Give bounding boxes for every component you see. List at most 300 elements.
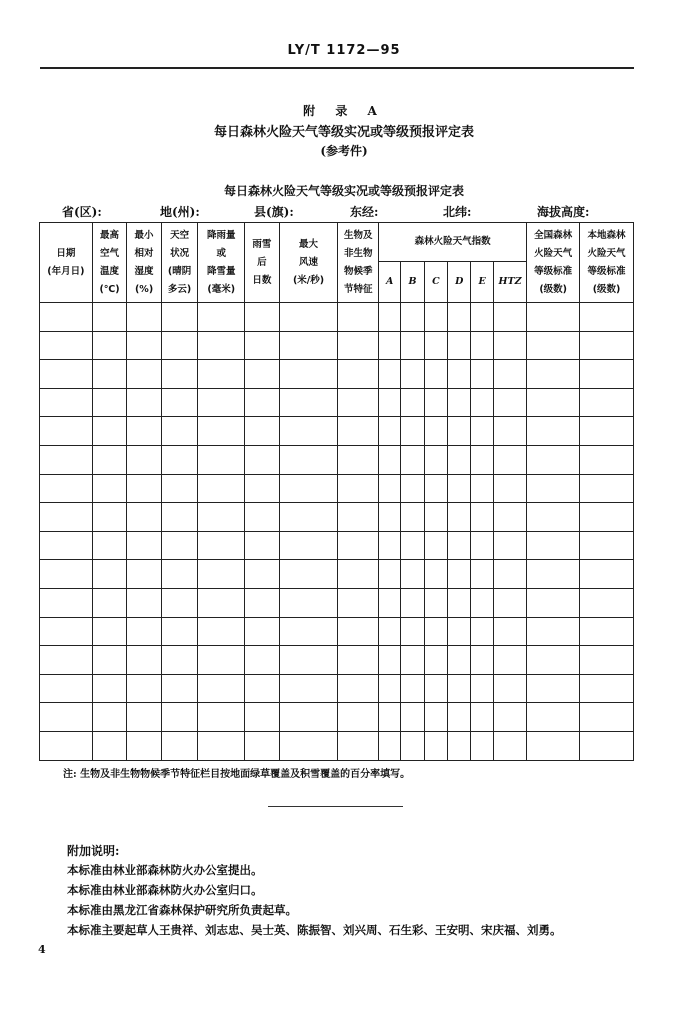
table-cell — [161, 360, 198, 389]
table-cell — [424, 674, 447, 703]
table-cell — [527, 331, 580, 360]
table-cell — [198, 731, 245, 760]
table-cell — [40, 445, 93, 474]
table-cell — [338, 445, 379, 474]
table-cell — [448, 531, 471, 560]
table-cell — [493, 331, 527, 360]
table-cell — [279, 531, 338, 560]
table-cell — [493, 388, 527, 417]
table-cell — [401, 646, 424, 675]
additional-line: 本标准由林业部森林防火办公室归口。 — [67, 883, 263, 897]
table-cell — [401, 303, 424, 332]
table-cell — [127, 474, 162, 503]
appendix-label: 附 录 A — [303, 104, 385, 118]
col-sky-condition: 天空 状况 (晴阴 多云) — [161, 223, 198, 303]
table-cell — [379, 474, 401, 503]
additional-title: 附加说明: — [67, 844, 120, 858]
table-cell — [448, 646, 471, 675]
table-cell — [161, 531, 198, 560]
table-cell — [448, 388, 471, 417]
col-date: 日期 (年月日) — [40, 223, 93, 303]
table-cell — [40, 560, 93, 589]
table-cell — [580, 360, 634, 389]
table-cell — [379, 388, 401, 417]
table-cell — [580, 588, 634, 617]
col-index-htz: HTZ — [493, 262, 527, 303]
table-cell — [40, 531, 93, 560]
table-cell — [161, 731, 198, 760]
table-cell — [424, 360, 447, 389]
table-cell — [527, 588, 580, 617]
table-row — [40, 731, 634, 760]
table-cell — [471, 703, 493, 732]
table-cell — [527, 360, 580, 389]
table-cell — [493, 703, 527, 732]
table-cell — [245, 531, 280, 560]
table-cell — [279, 360, 338, 389]
table-cell — [401, 474, 424, 503]
table-cell — [379, 731, 401, 760]
table-cell — [279, 388, 338, 417]
table-cell — [379, 560, 401, 589]
table-cell — [127, 731, 162, 760]
table-cell — [493, 560, 527, 589]
table-cell — [493, 646, 527, 675]
appendix-title: 每日森林火险天气等级实况或等级预报评定表 — [213, 125, 474, 140]
table-cell — [527, 417, 580, 446]
table-cell — [40, 674, 93, 703]
table-cell — [127, 360, 162, 389]
meta-county: 县(旗): — [254, 205, 294, 219]
table-cell — [424, 303, 447, 332]
page-number: 4 — [38, 943, 46, 956]
col-days-after-rain: 雨雪 后 日数 — [245, 223, 280, 303]
table-cell — [92, 646, 127, 675]
table-cell — [92, 674, 127, 703]
table-cell — [580, 303, 634, 332]
table-cell — [92, 331, 127, 360]
table-cell — [198, 388, 245, 417]
table-cell — [40, 331, 93, 360]
table-cell — [527, 674, 580, 703]
table-cell — [245, 388, 280, 417]
table-cell — [92, 417, 127, 446]
table-cell — [493, 674, 527, 703]
table-cell — [92, 474, 127, 503]
table-cell — [40, 617, 93, 646]
table-cell — [127, 303, 162, 332]
table-cell — [40, 417, 93, 446]
table-cell — [198, 646, 245, 675]
table-cell — [379, 303, 401, 332]
table-cell — [40, 474, 93, 503]
table-cell — [401, 503, 424, 532]
table-cell — [401, 388, 424, 417]
meta-prefecture: 地(州): — [160, 205, 200, 219]
table-cell — [245, 646, 280, 675]
table-cell — [471, 417, 493, 446]
table-cell — [471, 331, 493, 360]
col-precipitation: 降雨量 或 降雪量 (毫米) — [198, 223, 245, 303]
table-row — [40, 703, 634, 732]
table-cell — [279, 674, 338, 703]
table-cell — [198, 331, 245, 360]
meta-latitude: 北纬: — [443, 205, 472, 219]
table-cell — [245, 445, 280, 474]
additional-line: 本标准由林业部森林防火办公室提出。 — [67, 863, 263, 877]
table-cell — [401, 360, 424, 389]
table-cell — [92, 560, 127, 589]
table-cell — [424, 445, 447, 474]
table-cell — [493, 417, 527, 446]
table-row — [40, 503, 634, 532]
table-cell — [245, 417, 280, 446]
meta-longitude: 东经: — [350, 205, 379, 219]
table-cell — [40, 503, 93, 532]
table-cell — [493, 617, 527, 646]
table-cell — [527, 646, 580, 675]
table-cell — [527, 303, 580, 332]
table-row — [40, 531, 634, 560]
table-cell — [338, 388, 379, 417]
table-cell — [379, 531, 401, 560]
table-cell — [379, 617, 401, 646]
table-cell — [527, 617, 580, 646]
table-cell — [127, 417, 162, 446]
table-cell — [379, 503, 401, 532]
table-cell — [279, 417, 338, 446]
table-cell — [279, 445, 338, 474]
table-row — [40, 646, 634, 675]
meta-altitude: 海拔高度: — [537, 205, 590, 219]
table-cell — [245, 560, 280, 589]
table-cell — [471, 303, 493, 332]
table-cell — [279, 303, 338, 332]
meta-province: 省(区): — [62, 205, 102, 219]
table-cell — [471, 474, 493, 503]
table-cell — [245, 303, 280, 332]
table-cell — [161, 560, 198, 589]
table-cell — [401, 703, 424, 732]
table-cell — [40, 588, 93, 617]
table-cell — [424, 388, 447, 417]
table-cell — [401, 331, 424, 360]
table-cell — [40, 303, 93, 332]
table-cell — [338, 417, 379, 446]
table-cell — [338, 303, 379, 332]
table-cell — [401, 417, 424, 446]
table-cell — [198, 531, 245, 560]
table-cell — [198, 474, 245, 503]
table-cell — [379, 646, 401, 675]
table-cell — [245, 731, 280, 760]
table-cell — [198, 617, 245, 646]
table-cell — [127, 445, 162, 474]
standard-code: LY/T 1172—95 — [287, 43, 401, 58]
table-cell — [448, 474, 471, 503]
table-cell — [40, 703, 93, 732]
table-cell — [471, 445, 493, 474]
table-cell — [40, 360, 93, 389]
col-index-e: E — [471, 262, 493, 303]
table-cell — [401, 731, 424, 760]
table-cell — [127, 588, 162, 617]
table-cell — [338, 560, 379, 589]
table-cell — [401, 588, 424, 617]
table-cell — [580, 617, 634, 646]
table-title: 每日森林火险天气等级实况或等级预报评定表 — [223, 184, 464, 198]
table-cell — [471, 674, 493, 703]
table-cell — [161, 703, 198, 732]
table-cell — [580, 503, 634, 532]
table-cell — [161, 646, 198, 675]
col-local-standard: 本地森林 火险天气 等级标准 (级数) — [580, 223, 634, 303]
table-row — [40, 331, 634, 360]
table-cell — [161, 474, 198, 503]
table-cell — [448, 417, 471, 446]
table-cell — [161, 445, 198, 474]
table-cell — [471, 503, 493, 532]
separator-rule — [268, 806, 403, 807]
table-cell — [198, 303, 245, 332]
table-cell — [92, 588, 127, 617]
table-cell — [424, 474, 447, 503]
table-row — [40, 445, 634, 474]
table-cell — [580, 674, 634, 703]
table-cell — [448, 731, 471, 760]
col-national-standard: 全国森林 火险天气 等级标准 (级数) — [527, 223, 580, 303]
appendix-type: (参考件) — [320, 144, 368, 158]
table-cell — [40, 646, 93, 675]
table-row — [40, 674, 634, 703]
table-cell — [448, 331, 471, 360]
assessment-table — [39, 222, 634, 761]
table-cell — [338, 674, 379, 703]
table-cell — [198, 445, 245, 474]
table-cell — [245, 703, 280, 732]
table-cell — [448, 445, 471, 474]
table-cell — [92, 303, 127, 332]
table-cell — [471, 531, 493, 560]
table-cell — [424, 617, 447, 646]
table-cell — [161, 617, 198, 646]
table-cell — [580, 646, 634, 675]
col-max-air-temp: 最高 空气 温度 (℃) — [92, 223, 127, 303]
table-cell — [338, 703, 379, 732]
table-cell — [245, 331, 280, 360]
table-cell — [161, 388, 198, 417]
table-cell — [379, 703, 401, 732]
table-cell — [279, 588, 338, 617]
table-cell — [245, 588, 280, 617]
table-cell — [127, 531, 162, 560]
table-cell — [279, 474, 338, 503]
table-cell — [379, 360, 401, 389]
col-index-c: C — [424, 262, 447, 303]
table-cell — [379, 674, 401, 703]
table-cell — [338, 360, 379, 389]
table-cell — [127, 646, 162, 675]
table-cell — [401, 617, 424, 646]
table-cell — [279, 331, 338, 360]
table-cell — [401, 674, 424, 703]
table-cell — [379, 331, 401, 360]
table-cell — [198, 417, 245, 446]
table-cell — [40, 731, 93, 760]
table-cell — [127, 331, 162, 360]
table-row — [40, 417, 634, 446]
table-cell — [580, 445, 634, 474]
table-cell — [424, 703, 447, 732]
table-cell — [424, 503, 447, 532]
table-cell — [471, 646, 493, 675]
table-cell — [92, 503, 127, 532]
table-cell — [127, 703, 162, 732]
table-cell — [127, 388, 162, 417]
table-cell — [493, 360, 527, 389]
table-cell — [493, 531, 527, 560]
table-cell — [401, 531, 424, 560]
table-cell — [527, 531, 580, 560]
table-cell — [198, 703, 245, 732]
table-cell — [448, 303, 471, 332]
table-cell — [424, 588, 447, 617]
table-cell — [379, 445, 401, 474]
table-cell — [493, 588, 527, 617]
table-cell — [527, 560, 580, 589]
table-header-row — [40, 223, 634, 262]
table-cell — [198, 503, 245, 532]
table-cell — [245, 674, 280, 703]
table-cell — [198, 560, 245, 589]
table-cell — [580, 703, 634, 732]
table-cell — [471, 617, 493, 646]
table-cell — [580, 560, 634, 589]
table-cell — [92, 531, 127, 560]
table-row — [40, 388, 634, 417]
table-cell — [424, 646, 447, 675]
table-cell — [424, 331, 447, 360]
table-cell — [92, 388, 127, 417]
table-cell — [198, 588, 245, 617]
table-cell — [471, 560, 493, 589]
table-cell — [379, 417, 401, 446]
table-cell — [580, 417, 634, 446]
table-cell — [127, 560, 162, 589]
table-cell — [424, 731, 447, 760]
table-cell — [338, 646, 379, 675]
table-cell — [127, 503, 162, 532]
table-cell — [424, 417, 447, 446]
col-index-a: A — [379, 262, 401, 303]
col-fire-index-group: 森林火险天气指数 — [379, 223, 527, 262]
table-cell — [448, 703, 471, 732]
table-cell — [580, 731, 634, 760]
table-cell — [198, 360, 245, 389]
table-cell — [493, 445, 527, 474]
table-cell — [424, 531, 447, 560]
table-cell — [527, 388, 580, 417]
additional-line: 本标准由黑龙江省森林保护研究所负责起草。 — [67, 903, 297, 917]
table-cell — [448, 560, 471, 589]
table-cell — [493, 731, 527, 760]
table-cell — [580, 474, 634, 503]
table-cell — [92, 731, 127, 760]
table-cell — [245, 503, 280, 532]
table-cell — [580, 531, 634, 560]
table-cell — [161, 331, 198, 360]
table-cell — [527, 474, 580, 503]
table-cell — [245, 360, 280, 389]
table-note: 注: 生物及非生物物候季节特征栏目按地面绿草覆盖及积雪覆盖的百分率填写。 — [63, 769, 411, 780]
table-cell — [92, 617, 127, 646]
table-cell — [279, 731, 338, 760]
table-row — [40, 588, 634, 617]
table-cell — [448, 503, 471, 532]
table-cell — [338, 731, 379, 760]
table-cell — [279, 617, 338, 646]
table-cell — [401, 445, 424, 474]
table-cell — [338, 617, 379, 646]
table-cell — [424, 560, 447, 589]
table-cell — [279, 646, 338, 675]
table-row — [40, 560, 634, 589]
table-cell — [161, 417, 198, 446]
table-cell — [527, 731, 580, 760]
table-cell — [198, 674, 245, 703]
table-cell — [279, 503, 338, 532]
table-cell — [161, 588, 198, 617]
table-cell — [338, 503, 379, 532]
table-cell — [471, 731, 493, 760]
table-cell — [338, 588, 379, 617]
table-cell — [279, 703, 338, 732]
table-cell — [92, 703, 127, 732]
table-cell — [580, 388, 634, 417]
table-row — [40, 617, 634, 646]
col-max-wind: 最大 风速 (米/秒) — [279, 223, 338, 303]
table-cell — [471, 588, 493, 617]
col-min-humidity: 最小 相对 湿度 (%) — [127, 223, 162, 303]
table-cell — [245, 617, 280, 646]
table-cell — [92, 360, 127, 389]
header-rule — [40, 67, 634, 69]
table-cell — [448, 588, 471, 617]
table-cell — [338, 531, 379, 560]
table-cell — [401, 560, 424, 589]
table-row — [40, 360, 634, 389]
table-cell — [527, 703, 580, 732]
table-row — [40, 303, 634, 332]
table-cell — [40, 388, 93, 417]
table-cell — [471, 360, 493, 389]
col-phenology: 生物及 非生物 物候季 节特征 — [338, 223, 379, 303]
table-cell — [127, 617, 162, 646]
table-row — [40, 474, 634, 503]
table-cell — [448, 360, 471, 389]
table-cell — [471, 388, 493, 417]
table-cell — [161, 303, 198, 332]
table-cell — [161, 503, 198, 532]
table-cell — [279, 560, 338, 589]
table-cell — [527, 503, 580, 532]
table-cell — [493, 474, 527, 503]
table-cell — [338, 474, 379, 503]
additional-line: 本标准主要起草人王贵祥、刘志忠、吴士英、陈振智、刘兴周、石生彩、王安明、宋庆福、刘勇。 — [67, 923, 562, 937]
col-index-d: D — [448, 262, 471, 303]
table-cell — [161, 674, 198, 703]
table-cell — [493, 303, 527, 332]
